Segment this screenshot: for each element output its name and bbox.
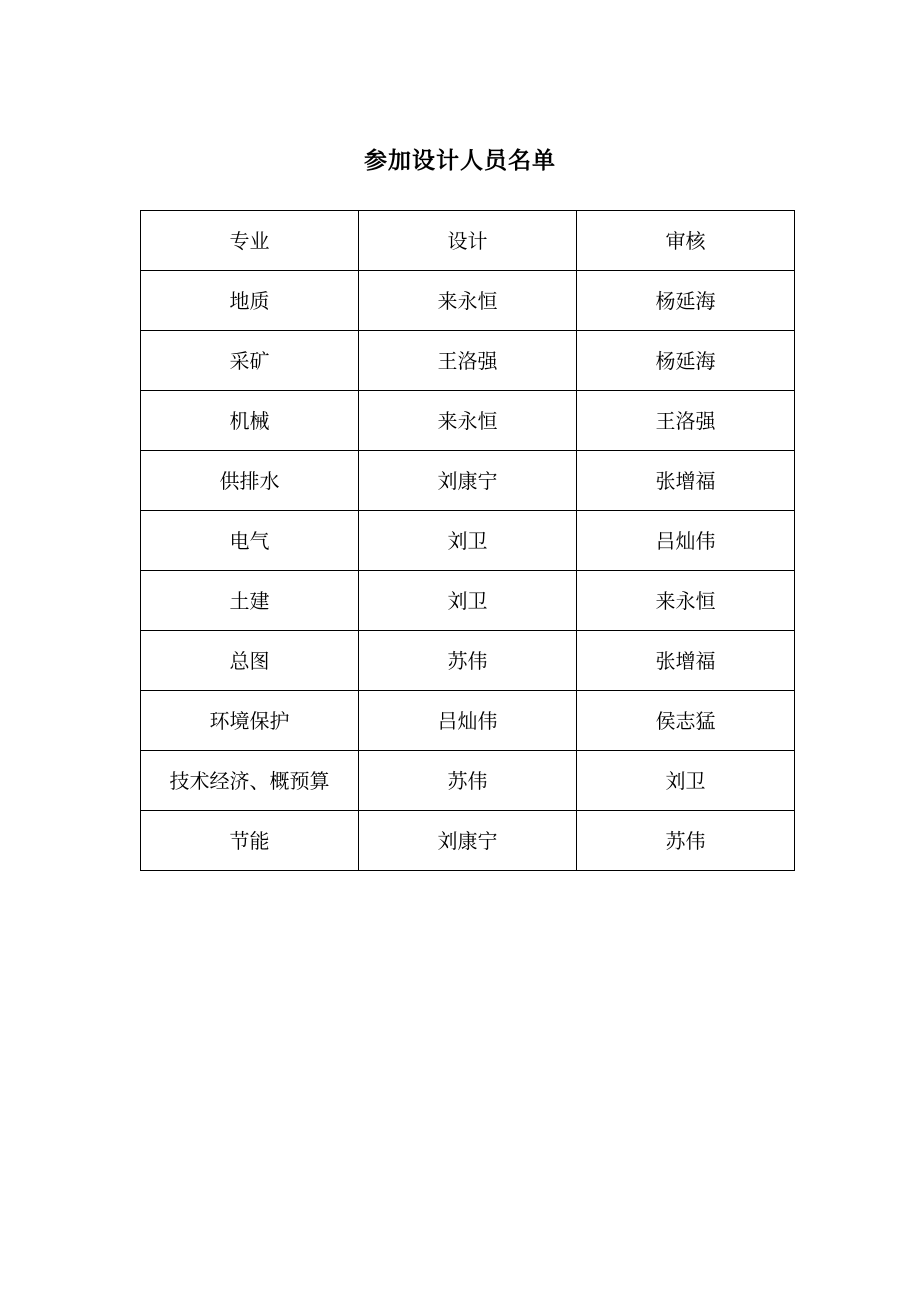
cell-reviewer: 苏伟	[577, 811, 795, 871]
table-row	[141, 631, 795, 691]
cell-specialty: 节能	[141, 811, 359, 871]
page-title: 参加设计人员名单	[364, 147, 556, 174]
cell-designer: 苏伟	[359, 751, 577, 811]
cell-reviewer: 王洛强	[577, 391, 795, 451]
cell-designer: 王洛强	[359, 331, 577, 391]
personnel-table	[140, 210, 795, 871]
cell-specialty: 机械	[141, 391, 359, 451]
header-cell-reviewer: 审核	[577, 211, 795, 271]
cell-reviewer: 杨延海	[577, 271, 795, 331]
cell-reviewer: 吕灿伟	[577, 511, 795, 571]
table-row	[141, 271, 795, 331]
cell-specialty: 供排水	[141, 451, 359, 511]
table-row	[141, 331, 795, 391]
cell-specialty: 环境保护	[141, 691, 359, 751]
cell-designer: 刘卫	[359, 511, 577, 571]
table-row	[141, 751, 795, 811]
table-row	[141, 571, 795, 631]
cell-reviewer: 来永恒	[577, 571, 795, 631]
cell-specialty: 技术经济、概预算	[141, 751, 359, 811]
cell-designer: 刘康宁	[359, 451, 577, 511]
header-cell-specialty: 专业	[141, 211, 359, 271]
cell-reviewer: 张增福	[577, 631, 795, 691]
cell-specialty: 地质	[141, 271, 359, 331]
cell-reviewer: 侯志猛	[577, 691, 795, 751]
cell-specialty: 土建	[141, 571, 359, 631]
table-row	[141, 391, 795, 451]
cell-designer: 刘康宁	[359, 811, 577, 871]
table-header-row	[141, 211, 795, 271]
cell-designer: 刘卫	[359, 571, 577, 631]
cell-designer: 来永恒	[359, 271, 577, 331]
cell-reviewer: 刘卫	[577, 751, 795, 811]
cell-specialty: 总图	[141, 631, 359, 691]
cell-reviewer: 杨延海	[577, 331, 795, 391]
cell-designer: 吕灿伟	[359, 691, 577, 751]
cell-reviewer: 张增福	[577, 451, 795, 511]
cell-specialty: 电气	[141, 511, 359, 571]
header-cell-designer: 设计	[359, 211, 577, 271]
table-row	[141, 811, 795, 871]
table-row	[141, 511, 795, 571]
cell-designer: 来永恒	[359, 391, 577, 451]
cell-designer: 苏伟	[359, 631, 577, 691]
table-row	[141, 451, 795, 511]
table-row	[141, 691, 795, 751]
cell-specialty: 采矿	[141, 331, 359, 391]
